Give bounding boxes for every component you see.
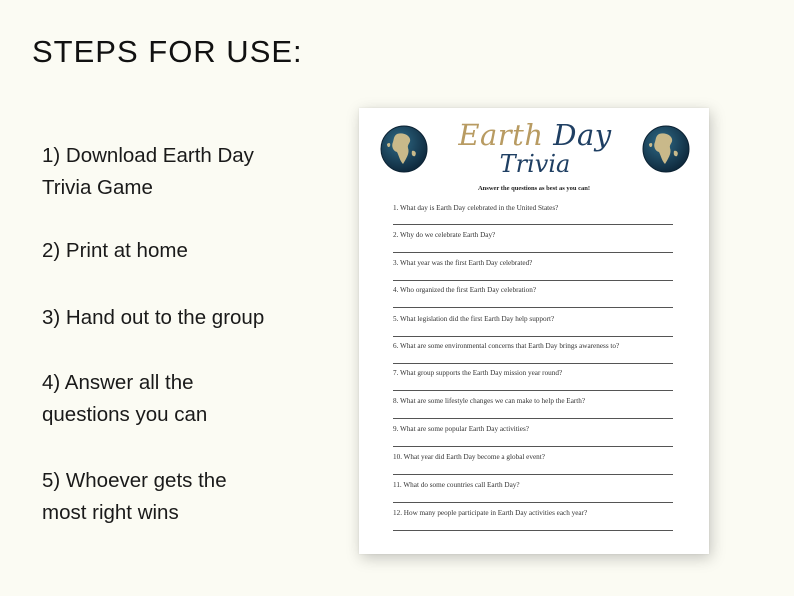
step-1: 1) Download Earth Day Trivia Game: [42, 144, 254, 199]
answer-line-2: [393, 252, 673, 253]
question-7: 7. What group supports the Earth Day mission year round?: [393, 369, 563, 377]
answer-line-6: [393, 363, 673, 364]
question-10: 10. What year did Earth Day become a global event?: [393, 453, 545, 461]
answer-line-3: [393, 280, 673, 281]
page-heading: STEPS FOR USE:: [32, 34, 303, 69]
answer-line-10: [393, 474, 673, 475]
globe-icon: [641, 124, 691, 174]
answer-line-11: [393, 502, 673, 503]
step-3: 3) Hand out to the group: [42, 306, 265, 329]
question-3: 3. What year was the first Earth Day celebrated?: [393, 259, 533, 267]
question-1: 1. What day is Earth Day celebrated in the United States?: [393, 204, 559, 212]
trivia-sheet: [359, 108, 709, 554]
sheet-title-line1: Earth Day: [458, 118, 612, 152]
step-4: 4) Answer all the questions you can: [42, 371, 208, 426]
question-2: 2. Why do we celebrate Earth Day?: [393, 231, 496, 239]
answer-line-12: [393, 530, 673, 531]
step-5: 5) Whoever gets the most right wins: [42, 469, 227, 524]
question-9: 9. What are some popular Earth Day activities?: [393, 425, 529, 433]
question-5: 5. What legislation did the first Earth Day help support?: [393, 315, 555, 323]
answer-line-9: [393, 446, 673, 447]
answer-line-8: [393, 418, 673, 419]
answer-line-1: [393, 224, 673, 225]
answer-line-4: [393, 307, 673, 308]
question-11: 11. What do some countries call Earth Day?: [393, 481, 520, 489]
answer-line-5: [393, 336, 673, 337]
question-8: 8. What are some lifestyle changes we can make to help the Earth?: [393, 397, 586, 405]
question-6: 6. What are some environmental concerns that Earth Day brings awareness to?: [393, 342, 620, 350]
globe-icon: [379, 124, 429, 174]
sheet-title-line2: Trivia: [499, 150, 571, 178]
question-12: 12. How many people participate in Earth Day activities each year?: [393, 509, 588, 517]
question-4: 4. Who organized the first Earth Day celebration?: [393, 286, 537, 294]
answer-line-7: [393, 390, 673, 391]
step-2: 2) Print at home: [42, 239, 188, 262]
sheet-subtitle: Answer the questions as best as you can!: [477, 185, 591, 192]
